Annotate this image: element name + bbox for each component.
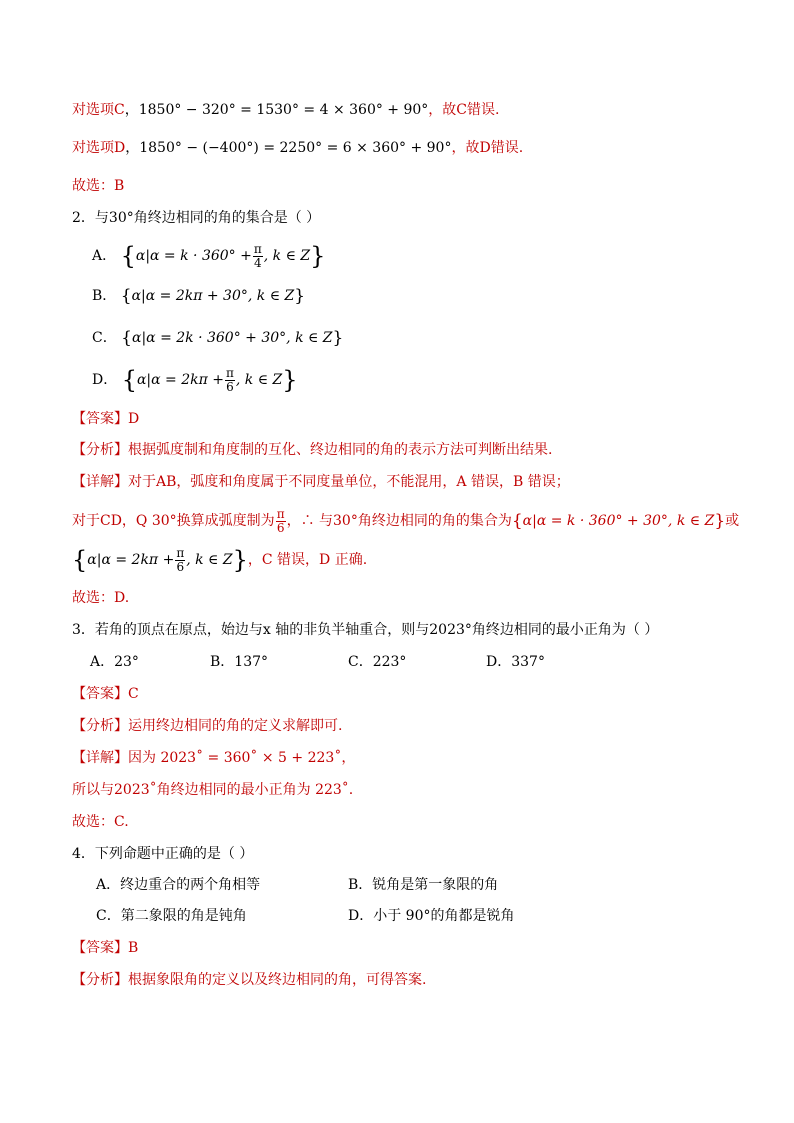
answer-tag: 【答案】 (72, 411, 128, 427)
analysis-tag: 【分析】 (72, 442, 128, 458)
answer-value: C (128, 686, 139, 702)
detail-text: 或 (725, 513, 740, 529)
option-label: B． (92, 288, 117, 304)
answer-tag: 【答案】 (72, 686, 128, 702)
text: 对选项 (72, 140, 114, 156)
q3-option-b: B．137° (210, 654, 269, 670)
text: ，故 (451, 140, 480, 156)
text: 对选项 (72, 102, 114, 118)
analysis-text: 运用终边相同的角的定义求解即可. (128, 718, 343, 734)
text: C (114, 102, 125, 118)
q3-answer (72, 684, 139, 704)
q2-answer (72, 409, 139, 429)
math: α|α = 2kπ + (87, 552, 175, 568)
q4-answer (72, 938, 138, 958)
q4-option-d: D．小于 90°的角都是锐角 (348, 908, 515, 924)
option-label: A． (92, 248, 117, 264)
q3-option-d: D．337° (486, 654, 545, 670)
detail-text: ，C 错误，D 正确. (247, 552, 368, 568)
option-label: D． (92, 372, 118, 388)
q2-analysis (72, 440, 552, 460)
question-2-stem: 2．与30°角终边相同的角的集合是（ ） (72, 210, 321, 226)
analysis-tag: 【分析】 (72, 718, 128, 734)
q2-selection: 故选：D. (72, 590, 130, 606)
detail-tag: 【详解】 (72, 474, 128, 490)
text: 错误. (467, 102, 500, 118)
q3-analysis (72, 716, 342, 736)
fraction: $\frac{\pi}{6}$ (276, 506, 285, 535)
question-4-stem: 4．下列命题中正确的是（ ） (72, 846, 254, 862)
q3-option-c: C．223° (348, 654, 407, 670)
q2-detail-3: {α|α = 2kπ + $\frac{\pi}{6}$ , k ∈ Z}，C 错误，D 正确. (72, 545, 368, 574)
analysis-tag: 【分析】 (72, 972, 128, 988)
detail-text: 因为 2023˚ = 360˚ × 5 + 223˚， (128, 750, 356, 766)
answer-value: D (128, 411, 140, 427)
detail-text: 对于AB，弧度和角度属于不同度量单位，不能混用，A 错误，B 错误； (128, 474, 570, 490)
text: D (114, 140, 126, 156)
answer-tag: 【答案】 (72, 940, 128, 956)
math: α|α = 2kπ + (136, 372, 224, 388)
solution-line-c: 对选项C，1850° − 320° = 1530° = 4 × 360° + 90°，故C错误. (72, 102, 500, 118)
math: α|α = 2k · 360° + 30°, k ∈ Z (132, 330, 333, 346)
detail-text: 对于CD，Q 30°换算成弧度制为 (72, 513, 275, 529)
math: , k ∈ Z (235, 372, 283, 388)
q2-option-b: B． {α|α = 2kπ + 30°, k ∈ Z} (92, 286, 306, 306)
solution-line-d: 对选项D，1850° − (−400°) = 2250° = 6 × 360° + 90°，故D错误. (72, 140, 524, 156)
detail-tag: 【详解】 (72, 750, 128, 766)
math: , k ∈ Z (186, 552, 233, 568)
math: α|α = k · 360° + (135, 248, 252, 264)
q2-option-c: C． {α|α = 2k · 360° + 30°, k ∈ Z} (92, 328, 344, 348)
q3-detail-2: 所以与2023˚角终边相同的最小正角为 223˚. (72, 782, 354, 798)
q3-selection: 故选：C. (72, 814, 129, 830)
math: , k ∈ Z (263, 248, 311, 264)
math: 1850° − (−400°) = 2250° = 6 × 360° + 90° (139, 140, 452, 156)
q2-detail-2: 对于CD，Q 30°换算成弧度制为 $\frac{\pi}{6}$ ，∴ 与30°角终边相同的角的集合为{α|α = k · 360° + 30°, k ∈ Z}或 (72, 506, 740, 535)
detail-text: ，∴ 与30°角终边相同的角的集合为 (286, 513, 512, 529)
q3-detail-1 (72, 748, 355, 768)
text: D (479, 140, 491, 156)
analysis-text: 根据象限角的定义以及终边相同的角，可得答案. (128, 972, 427, 988)
q4-analysis (72, 970, 426, 990)
math: α|α = 2kπ + 30°, k ∈ Z (131, 288, 295, 304)
option-label: C． (92, 330, 117, 346)
question-3-stem: 3．若角的顶点在原点，始边与x 轴的非负半轴重合，则与2023°角终边相同的最小正角为（ ） (72, 622, 659, 638)
q4-option-c: C．第二象限的角是钝角 (96, 908, 247, 924)
text: 错误. (490, 140, 524, 156)
text: C (456, 102, 468, 118)
selection-line: 故选：B (72, 178, 125, 194)
answer-value: B (128, 940, 139, 956)
math: α|α = k · 360° + 30°, k ∈ Z (522, 513, 715, 529)
text: ，故 (428, 102, 457, 118)
q2-option-a: A． {α|α = k · 360° + $\frac{\pi}{4}$ , k ∈ Z} (92, 241, 326, 270)
q4-option-b: B．锐角是第一象限的角 (348, 877, 499, 893)
fraction: $\frac{\pi}{6}$ (176, 545, 185, 574)
math: 1850° − 320° = 1530° = 4 × 360° + 90° (138, 102, 429, 118)
q2-option-d: D． {α|α = 2kπ + $\frac{\pi}{6}$ , k ∈ Z} (92, 365, 298, 394)
q2-detail-1 (72, 472, 570, 492)
fraction: $\frac{\pi}{6}$ (226, 365, 234, 394)
fraction: $\frac{\pi}{4}$ (253, 241, 262, 270)
q3-option-a: A．23° (90, 654, 139, 670)
analysis-text: 根据弧度制和角度制的互化、终边相同的角的表示方法可判断出结果. (128, 442, 553, 458)
q4-option-a: A．终边重合的两个角相等 (96, 877, 261, 893)
